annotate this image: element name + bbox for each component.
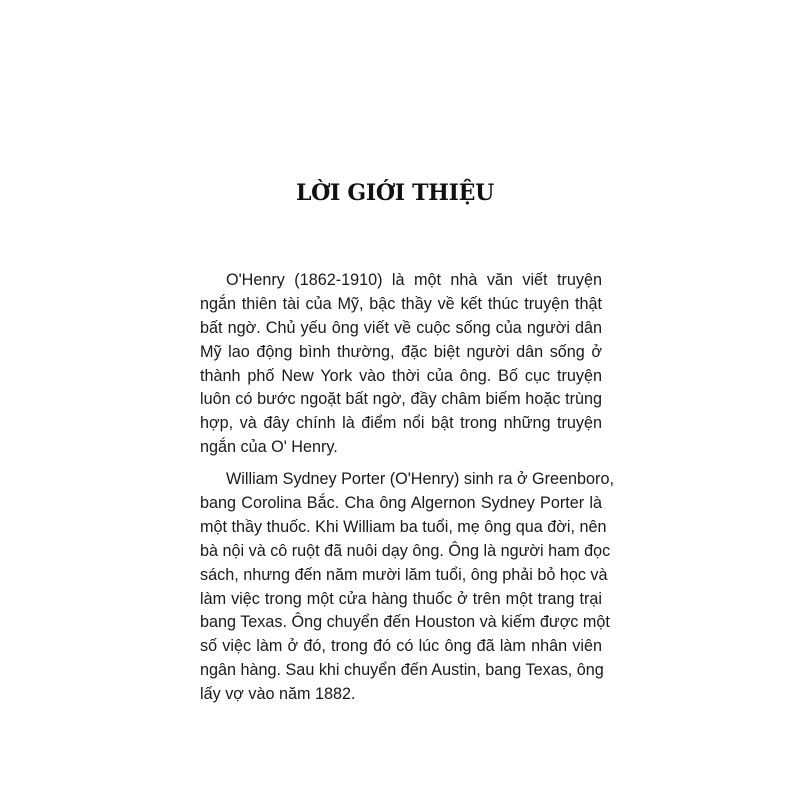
text-line: lấy vợ vào năm 1882.	[200, 685, 356, 704]
text-line: hợp, và đây chính là điểm nổi bật trong những truyện	[200, 414, 602, 433]
text-line: O'Henry (1862-1910) là một nhà văn viết truyện	[226, 271, 602, 289]
text-line: Mỹ lao động bình thường, đặc biệt người dân sống ở	[200, 342, 602, 361]
text-line: thành phố New York vào thời của ông. Bố cục truyện	[200, 366, 602, 385]
page-title: LỜI GIỚI THIỆU	[296, 180, 494, 206]
text-line: William Sydney Porter (O'Henry) sinh ra ở Greenboro,	[226, 470, 614, 489]
text-line: bà nội và cô ruột đã nuôi dạy ông. Ông là người ham đọc	[200, 541, 611, 560]
text-line: ngắn thiên tài của Mỹ, bậc thầy về kết thúc truyện thật	[200, 294, 602, 313]
text-line: bang Texas. Ông chuyển đến Houston và kiếm được một	[200, 613, 610, 632]
text-line: một thầy thuốc. Khi William ba tuổi, mẹ ông qua đời, nên	[200, 517, 607, 536]
text-line: bất ngờ. Chủ yếu ông viết về cuộc sống của người dân	[200, 318, 602, 337]
text-line: luôn có bước ngoặt bất ngờ, đầy châm biếm hoặc trùng	[200, 390, 602, 409]
paragraph-2	[200, 468, 614, 707]
text-line: bang Corolina Bắc. Cha ông Algernon Sydney Porter là	[200, 494, 602, 513]
text-line: sách, nhưng đến năm mười lăm tuổi, ông phải bỏ học và	[200, 565, 608, 584]
text-line: ngân hàng. Sau khi chuyển đến Austin, bang Texas, ông	[200, 661, 604, 680]
text-line: ngắn của O' Henry.	[200, 438, 338, 457]
paragraph-1	[200, 269, 602, 460]
introduction-body	[200, 269, 614, 715]
text-line: làm việc trong một cửa hàng thuốc ở trên một trang trại	[200, 589, 602, 608]
text-line: số việc làm ở đó, trong đó có lúc ông đã làm nhân viên	[200, 637, 602, 656]
